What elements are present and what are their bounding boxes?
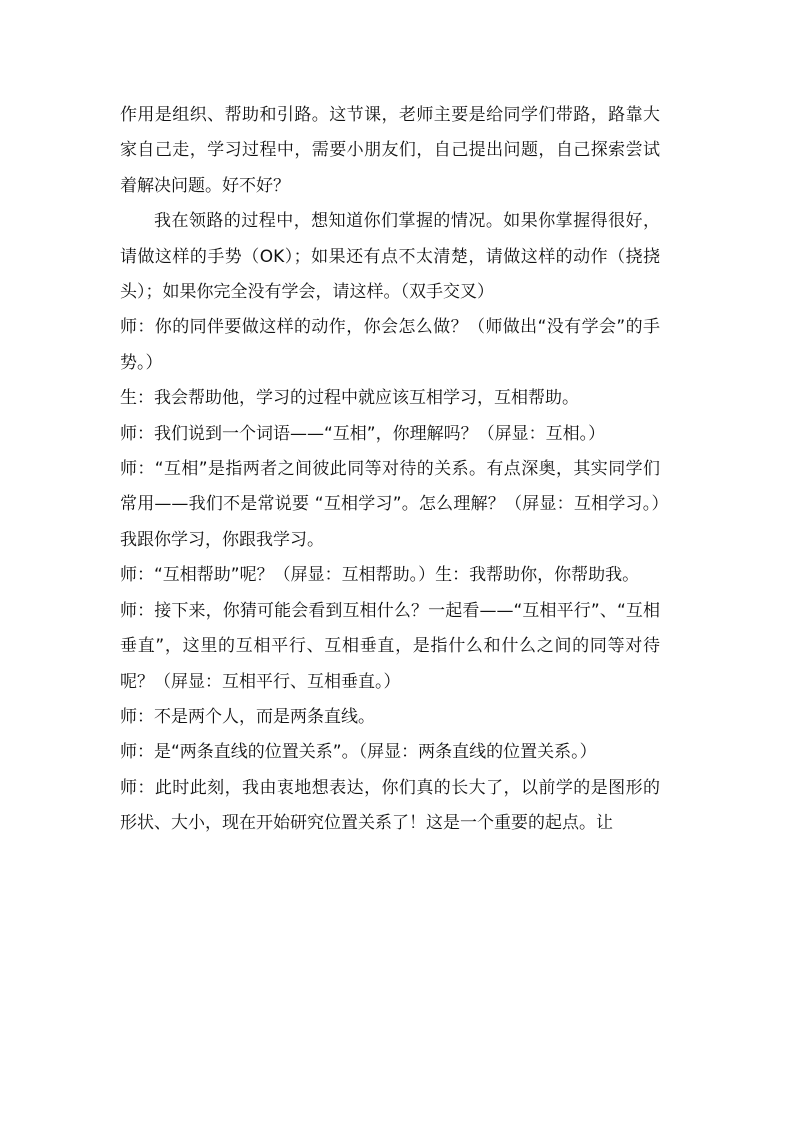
paragraph-7: 师：“互相帮助”呢？（屏显：互相帮助。）生：我帮助你，你帮助我。	[120, 565, 640, 586]
paragraph-6: 师：“互相”是指两者之间彼此同等对待的关系。有点深奥，其实同学们常用——我们不是常说要 “互相学习”。怎么理解？（屏显：互相学习。）我跟你学习，你跟我学习。	[120, 459, 660, 550]
paragraph-8: 师：接下来，你猜可能会看到互相什么？一起看——“互相平行”、“互相垂直”，这里的互相平行、互相垂直，是指什么和什么之间的同等对待呢？（屏显：互相平行、互相垂直。）	[120, 600, 660, 692]
paragraph-11: 师：此时此刻，我由衷地想表达，你们真的长大了，以前学的是图形的形状、大小，现在开始研究位置关系了！这是一个重要的起点。让	[120, 777, 660, 834]
document-body	[120, 98, 660, 842]
paragraph-1: 作用是组织、帮助和引路。这节课，老师主要是给同学们带路，路靠大家自己走，学习过程中，需要小朋友们，自己提出问题，自己探索尝试着解决问题。好不好？	[120, 105, 660, 196]
paragraph-3: 师：你的同伴要做这样的动作，你会怎么做？（师做出“没有学会”的手势。）	[120, 317, 660, 373]
paragraph-9: 师：不是两个人，而是两条直线。	[120, 706, 375, 727]
paragraph-5: 师：我们说到一个词语——“互相”，你理解吗？（屏显：互相。）	[120, 423, 606, 444]
paragraph-10: 师：是“两条直线的位置关系”。（屏显：两条直线的位置关系。）	[120, 742, 597, 763]
paragraph-4: 生：我会帮助他，学习的过程中就应该互相学习，互相帮助。	[120, 388, 579, 409]
paragraph-2: 我在领路的过程中，想知道你们掌握的情况。如果你掌握得很好，请做这样的手势（OK）；如果还有点不太清楚，请做这样的动作（挠挠头）；如果你完全没有学会，请这样。（双手交叉）	[120, 211, 660, 303]
